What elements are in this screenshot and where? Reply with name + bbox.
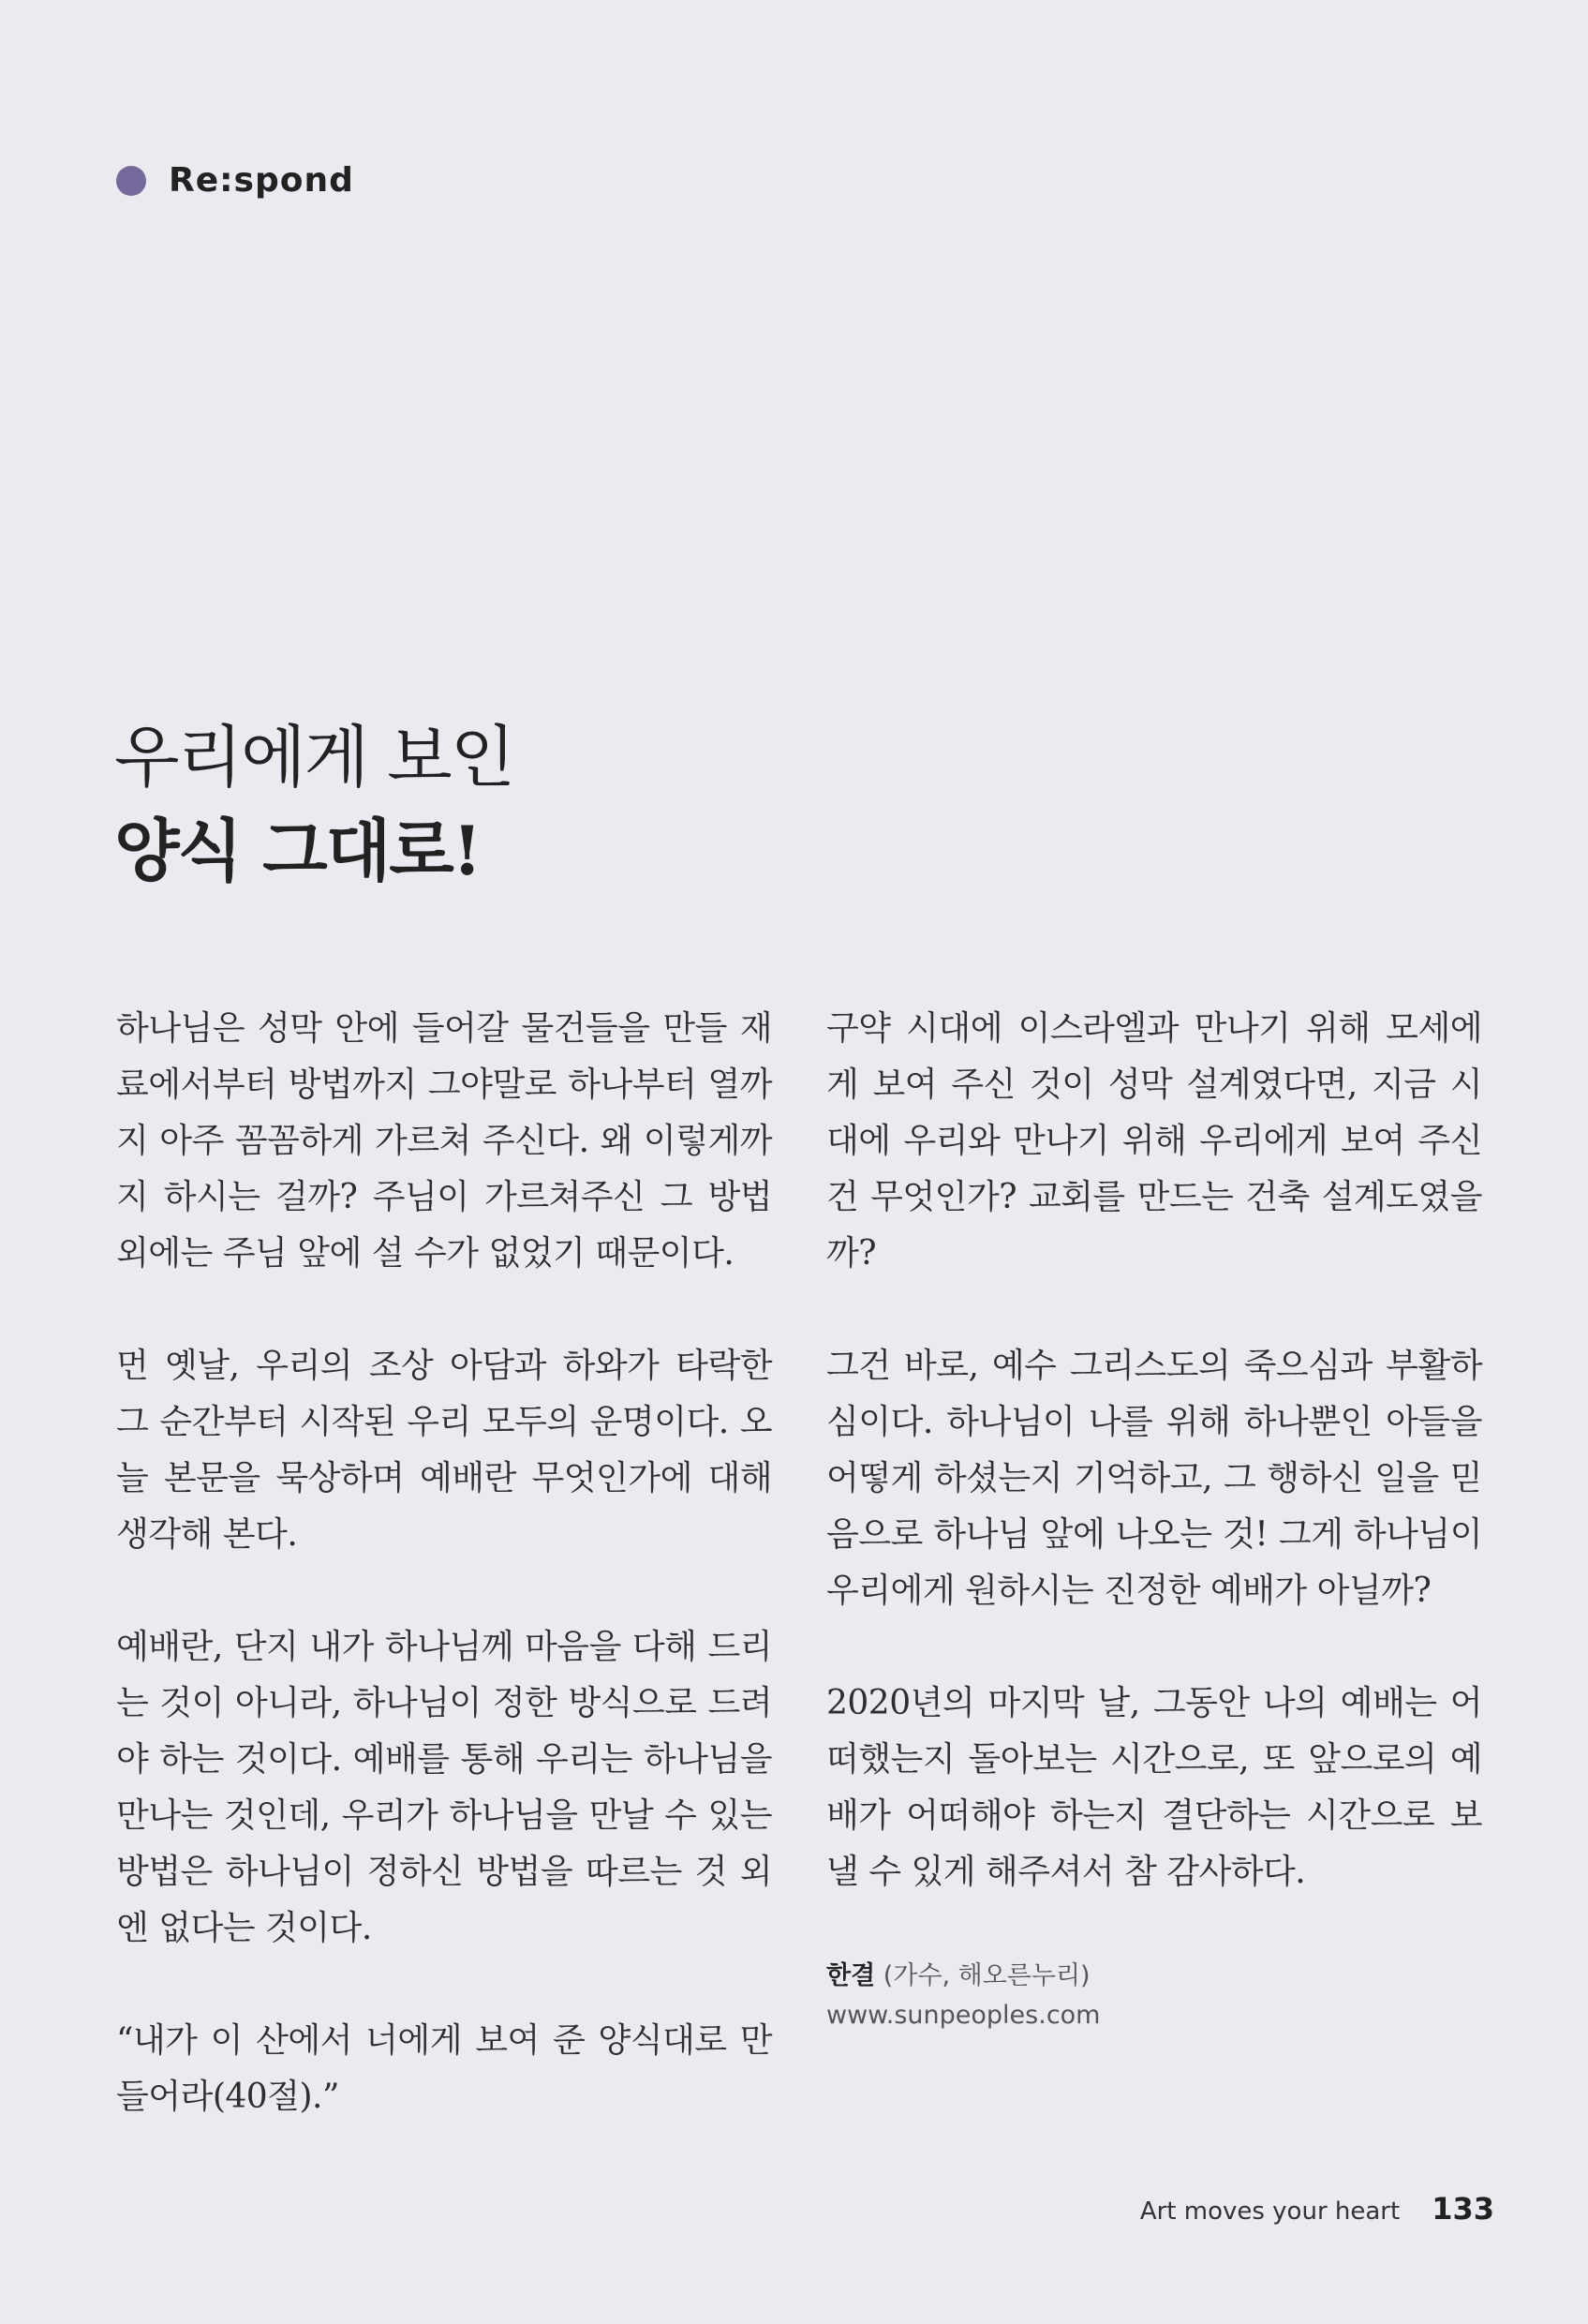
section-tag — [116, 161, 354, 200]
left-column — [116, 1001, 772, 2125]
body-paragraph: 먼 옛날, 우리의 조상 아담과 하와가 타락한 그 순간부터 시작된 우리 모두의 운명이다. 오늘 본문을 묵상하며 예배란 무엇인가에 대해 생각해 본다. — [116, 1347, 772, 1554]
scripture-quote: “내가 이 산에서 너에게 보여 준 양식대로 만들어라(40절).” — [116, 2021, 772, 2116]
body-paragraph: 구약 시대에 이스라엘과 만나기 위해 모세에게 보여 주신 것이 성막 설계였다면, 지금 시대에 우리와 만나기 위해 우리에게 보여 주신 건 무엇인가? 교회를 만드는 건축 설계도였을까? — [826, 1009, 1482, 1273]
section-label: Re:spond — [169, 161, 354, 200]
body-paragraph: 하나님은 성막 안에 들어갈 물건들을 만들 재료에서부터 방법까지 그야말로 하나부터 열까지 아주 꼼꼼하게 가르쳐 주신다. 왜 이렇게까지 하시는 걸까? 주님이 가르쳐주신 그 방법 외에는 주님 앞에 설 수가 없었기 때문이다. — [116, 1009, 772, 1273]
title-line-2: 양식 그대로! — [114, 811, 481, 890]
body-paragraph: 예배란, 단지 내가 하나님께 마음을 다해 드리는 것이 아니라, 하나님이 정한 방식으로 드려야 하는 것이다. 예배를 통해 우리는 하나님을 만나는 것인데, 우리가 하나님을 만날 수 있는 방법은 하나님이 정하신 방법을 따르는 것 외엔 없다는 것이다. — [116, 1628, 772, 1947]
author-credit — [826, 1957, 1482, 2035]
body-paragraph: 그건 바로, 예수 그리스도의 죽으심과 부활하심이다. 하나님이 나를 위해 하나뿐인 아들을 어떻게 하셨는지 기억하고, 그 행하신 일을 믿음으로 하나님 앞에 나오는 것! 그게 하나님이 우리에게 원하시는 진정한 예배가 아닐까? — [826, 1347, 1482, 1610]
footer-tagline: Art moves your heart — [1139, 2197, 1401, 2226]
author-website: www.sunpeoples.com — [826, 2001, 1101, 2030]
page-footer — [1140, 2191, 1494, 2227]
body-paragraph: 2020년의 마지막 날, 그동안 나의 예배는 어떠했는지 돌아보는 시간으로, 또 앞으로의 예배가 어떠해야 하는지 결단하는 시간으로 보낼 수 있게 해주셔서 참 감사하다. — [826, 1684, 1482, 1891]
right-column — [826, 1001, 1482, 2035]
article-title — [114, 710, 513, 898]
page-number: 133 — [1432, 2191, 1494, 2227]
bullet-dot-icon — [116, 166, 146, 196]
author-role: (가수, 해오른누리) — [883, 1961, 1091, 1990]
author-name: 한결 — [826, 1961, 876, 1990]
author-line — [826, 1957, 1482, 1996]
title-line-1: 우리에게 보인 — [114, 718, 514, 797]
